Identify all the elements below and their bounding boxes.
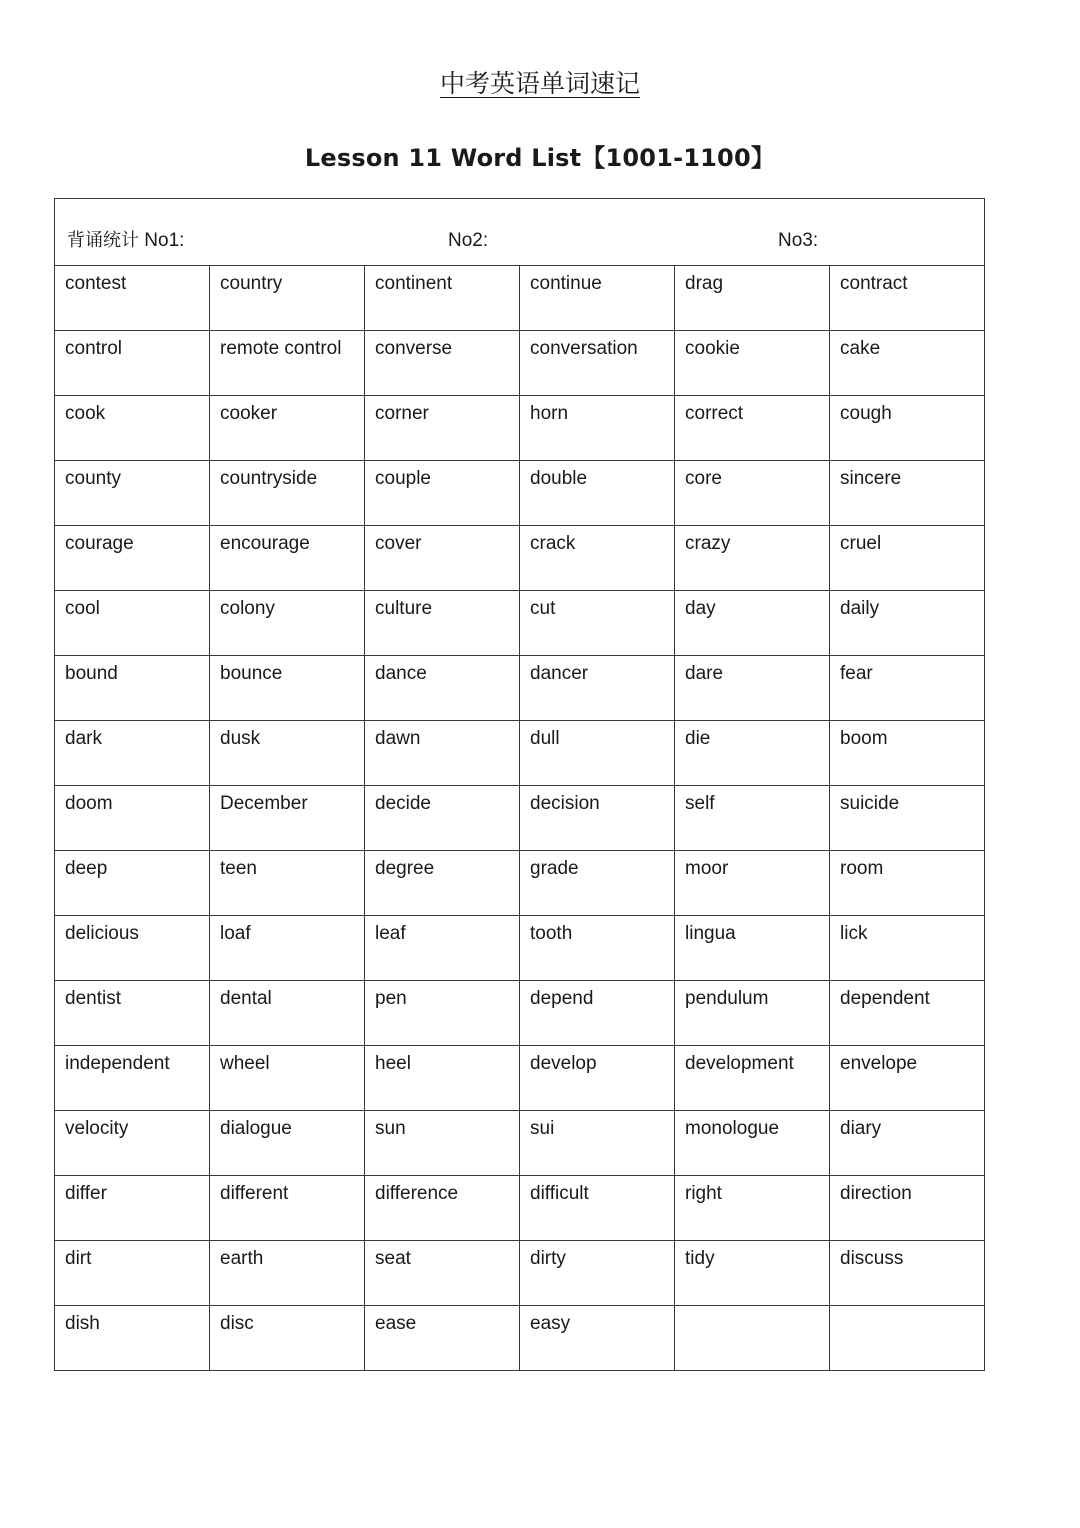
word-cell: dental	[210, 981, 365, 1046]
word-cell: dialogue	[210, 1111, 365, 1176]
word-row	[55, 526, 985, 591]
word-cell: pen	[365, 981, 520, 1046]
word-cell: encourage	[210, 526, 365, 591]
word-cell: different	[210, 1176, 365, 1241]
word-cell: cookie	[675, 331, 830, 396]
word-cell: leaf	[365, 916, 520, 981]
word-cell: contest	[55, 266, 210, 331]
word-cell: countryside	[210, 461, 365, 526]
word-row	[55, 461, 985, 526]
lesson-title: Lesson 11 Word List【1001-1100】	[304, 144, 776, 172]
word-cell: dark	[55, 721, 210, 786]
word-cell: seat	[365, 1241, 520, 1306]
word-cell: right	[675, 1176, 830, 1241]
word-row	[55, 786, 985, 851]
word-cell: culture	[365, 591, 520, 656]
word-cell: cough	[830, 396, 985, 461]
stat-no1-label: No1:	[139, 230, 185, 251]
word-cell: cool	[55, 591, 210, 656]
word-cell: dependent	[830, 981, 985, 1046]
word-cell: difficult	[520, 1176, 675, 1241]
word-cell: cut	[520, 591, 675, 656]
word-row	[55, 396, 985, 461]
word-cell: remote control	[210, 331, 365, 396]
word-cell: sun	[365, 1111, 520, 1176]
word-cell: dish	[55, 1306, 210, 1371]
word-cell: teen	[210, 851, 365, 916]
word-row	[55, 591, 985, 656]
word-cell: double	[520, 461, 675, 526]
word-row	[55, 721, 985, 786]
word-cell: horn	[520, 396, 675, 461]
word-cell: cruel	[830, 526, 985, 591]
word-cell: boom	[830, 721, 985, 786]
word-cell: tooth	[520, 916, 675, 981]
word-cell: easy	[520, 1306, 675, 1371]
word-row	[55, 1306, 985, 1371]
word-cell: self	[675, 786, 830, 851]
word-cell: velocity	[55, 1111, 210, 1176]
word-cell: dance	[365, 656, 520, 721]
word-cell: converse	[365, 331, 520, 396]
word-cell: bound	[55, 656, 210, 721]
word-cell: dawn	[365, 721, 520, 786]
word-cell: control	[55, 331, 210, 396]
word-cell: heel	[365, 1046, 520, 1111]
stat-no3: No3:	[778, 230, 819, 251]
word-cell: daily	[830, 591, 985, 656]
word-cell: dull	[520, 721, 675, 786]
word-cell: development	[675, 1046, 830, 1111]
word-cell: room	[830, 851, 985, 916]
word-cell: contract	[830, 266, 985, 331]
word-cell: lingua	[675, 916, 830, 981]
word-cell: December	[210, 786, 365, 851]
word-cell	[830, 1306, 985, 1371]
word-cell: day	[675, 591, 830, 656]
word-cell: doom	[55, 786, 210, 851]
word-cell: lick	[830, 916, 985, 981]
word-cell: degree	[365, 851, 520, 916]
word-cell: core	[675, 461, 830, 526]
word-cell: dusk	[210, 721, 365, 786]
word-cell	[675, 1306, 830, 1371]
word-cell: continent	[365, 266, 520, 331]
word-cell: monologue	[675, 1111, 830, 1176]
word-cell: fear	[830, 656, 985, 721]
page-title	[0, 64, 1080, 104]
word-cell: independent	[55, 1046, 210, 1111]
word-cell: decide	[365, 786, 520, 851]
word-cell: grade	[520, 851, 675, 916]
word-list-body	[55, 199, 985, 1371]
word-cell: moor	[675, 851, 830, 916]
word-row	[55, 851, 985, 916]
stat-no1	[67, 228, 184, 254]
word-cell: dare	[675, 656, 830, 721]
word-row	[55, 266, 985, 331]
word-cell: corner	[365, 396, 520, 461]
word-row	[55, 916, 985, 981]
word-cell: county	[55, 461, 210, 526]
word-row	[55, 331, 985, 396]
stat-no2: No2:	[448, 230, 489, 251]
word-cell: ease	[365, 1306, 520, 1371]
word-cell: tidy	[675, 1241, 830, 1306]
recitation-stats-cell	[55, 199, 985, 266]
word-row	[55, 1241, 985, 1306]
word-cell: cook	[55, 396, 210, 461]
word-cell: country	[210, 266, 365, 331]
word-row	[55, 656, 985, 721]
word-cell: crack	[520, 526, 675, 591]
word-cell: drag	[675, 266, 830, 331]
word-cell: correct	[675, 396, 830, 461]
word-cell: cover	[365, 526, 520, 591]
word-cell: differ	[55, 1176, 210, 1241]
word-row	[55, 1046, 985, 1111]
word-cell: deep	[55, 851, 210, 916]
word-cell: develop	[520, 1046, 675, 1111]
word-cell: dentist	[55, 981, 210, 1046]
word-cell: bounce	[210, 656, 365, 721]
word-cell: die	[675, 721, 830, 786]
word-cell: continue	[520, 266, 675, 331]
word-row	[55, 1111, 985, 1176]
word-list-table	[54, 198, 985, 1371]
word-cell: crazy	[675, 526, 830, 591]
word-cell: difference	[365, 1176, 520, 1241]
word-cell: direction	[830, 1176, 985, 1241]
word-row	[55, 1176, 985, 1241]
word-cell: discuss	[830, 1241, 985, 1306]
word-cell: decision	[520, 786, 675, 851]
stat-no1-prefix: 背诵统计	[67, 230, 139, 251]
word-cell: colony	[210, 591, 365, 656]
word-cell: depend	[520, 981, 675, 1046]
word-cell: loaf	[210, 916, 365, 981]
word-cell: delicious	[55, 916, 210, 981]
word-cell: dirt	[55, 1241, 210, 1306]
word-cell: sincere	[830, 461, 985, 526]
page-title-text: 中考英语单词速记	[439, 69, 640, 98]
word-cell: dancer	[520, 656, 675, 721]
word-cell: suicide	[830, 786, 985, 851]
word-cell: pendulum	[675, 981, 830, 1046]
word-cell: courage	[55, 526, 210, 591]
word-cell: diary	[830, 1111, 985, 1176]
word-cell: sui	[520, 1111, 675, 1176]
word-cell: cooker	[210, 396, 365, 461]
word-cell: disc	[210, 1306, 365, 1371]
word-cell: cake	[830, 331, 985, 396]
word-row	[55, 981, 985, 1046]
word-cell: envelope	[830, 1046, 985, 1111]
word-cell: wheel	[210, 1046, 365, 1111]
word-cell: dirty	[520, 1241, 675, 1306]
word-cell: conversation	[520, 331, 675, 396]
word-cell: couple	[365, 461, 520, 526]
word-cell: earth	[210, 1241, 365, 1306]
recitation-stats-row	[55, 199, 985, 266]
